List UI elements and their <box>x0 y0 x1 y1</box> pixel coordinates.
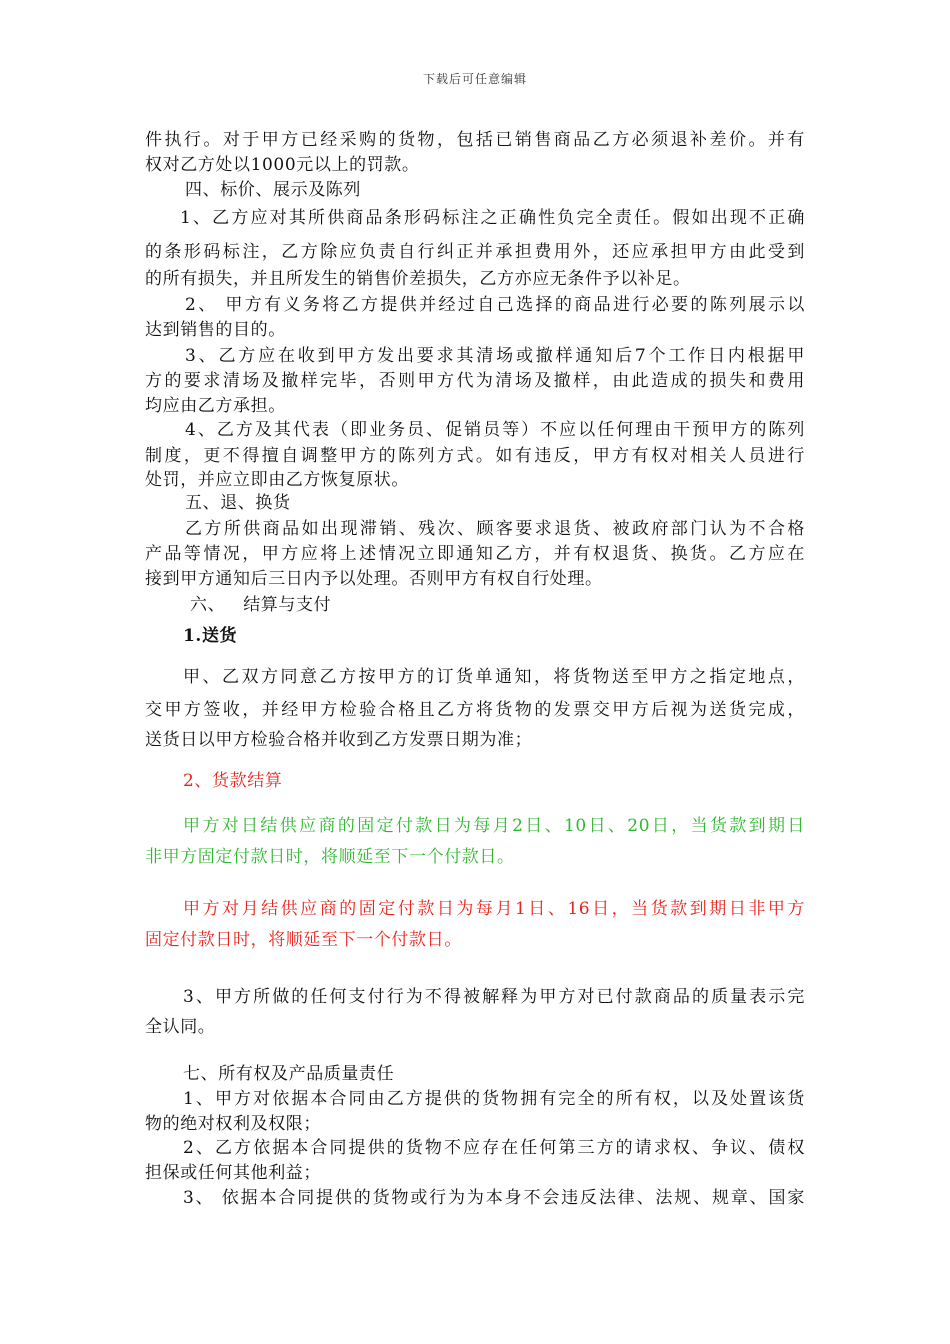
paragraph-line-red: 固定付款日时，将顺延至下一个付款日。 <box>145 930 462 950</box>
paragraph-line: 均应由乙方承担。 <box>145 396 286 416</box>
paragraph-line: 4、乙方及其代表（即业务员、促销员等）不应以任何理由干预甲方的陈列 <box>185 420 805 440</box>
paragraph-line: 权对乙方处以1000元以上的罚款。 <box>145 155 420 175</box>
section-heading-7: 七、所有权及产品质量责任 <box>183 1064 395 1084</box>
paragraph-line: 的所有损失，并且所发生的销售价差损失，乙方亦应无条件予以补足。 <box>145 269 691 289</box>
paragraph-line: 方的要求清场及撤样完毕，否则甲方代为清场及撤样，由此造成的损失和费用 <box>145 371 805 391</box>
paragraph-line: 担保或任何其他利益； <box>145 1163 321 1183</box>
paragraph-line: 3、乙方应在收到甲方发出要求其清场或撤样通知后7个工作日内根据甲 <box>185 346 805 366</box>
paragraph-line: 3、甲方所做的任何支付行为不得被解释为甲方对已付款商品的质量表示完 <box>183 987 805 1007</box>
paragraph-line: 件执行。对于甲方已经采购的货物，包括已销售商品乙方必须退补差价。并有 <box>145 130 805 150</box>
paragraph-line: 3、 依据本合同提供的货物或行为为本身不会违反法律、法规、规章、国家 <box>183 1188 805 1208</box>
paragraph-line-red: 甲方对月结供应商的固定付款日为每月1日、16日，当货款到期日非甲方 <box>183 899 805 919</box>
paragraph-line: 处罚，并应立即由乙方恢复原状。 <box>145 470 409 490</box>
paragraph-line: 达到销售的目的。 <box>145 320 286 340</box>
paragraph-line-green: 甲方对日结供应商的固定付款日为每月2日、10日、20日，当货款到期日 <box>183 816 805 836</box>
subheading-delivery: 1.送货 <box>183 626 238 646</box>
paragraph-line: 甲、乙双方同意乙方按甲方的订货单通知，将货物送至甲方之指定地点， <box>183 667 805 687</box>
paragraph-line: 制度，更不得擅自调整甲方的陈列方式。如有违反，甲方有权对相关人员进行 <box>145 446 805 466</box>
page-header: 下载后可任意编辑 <box>422 72 527 86</box>
paragraph-line: 交甲方签收，并经甲方检验合格且乙方将货物的发票交甲方后视为送货完成， <box>145 700 805 720</box>
paragraph-line: 物的绝对权利及权限； <box>145 1114 321 1134</box>
paragraph-line-green: 非甲方固定付款日时，将顺延至下一个付款日。 <box>145 847 515 867</box>
paragraph-line: 产品等情况，甲方应将上述情况立即通知乙方，并有权退货、换货。乙方应在 <box>145 544 805 564</box>
paragraph-line: 2、 甲方有义务将乙方提供并经过自己选择的商品进行必要的陈列展示以 <box>185 295 805 315</box>
section-heading-6: 六、 结算与支付 <box>190 595 332 615</box>
paragraph-line: 1、乙方应对其所供商品条形码标注之正确性负完全责任。假如出现不正确 <box>180 208 805 228</box>
paragraph-line: 的条形码标注，乙方除应负责自行纠正并承担费用外，还应承担甲方由此受到 <box>145 242 805 262</box>
paragraph-line: 2、乙方依据本合同提供的货物不应存在任何第三方的请求权、争议、债权 <box>183 1138 805 1158</box>
paragraph-line: 1、甲方对依据本合同由乙方提供的货物拥有完全的所有权，以及处置该货 <box>183 1089 805 1109</box>
section-heading-5: 五、退、换货 <box>185 493 291 513</box>
paragraph-line: 乙方所供商品如出现滞销、残次、顾客要求退货、被政府部门认为不合格 <box>185 519 805 539</box>
paragraph-line: 全认同。 <box>145 1017 216 1037</box>
paragraph-line: 接到甲方通知后三日内予以处理。否则甲方有权自行处理。 <box>145 569 603 589</box>
subheading-payment: 2、货款结算 <box>183 771 283 791</box>
paragraph-line: 送货日以甲方检验合格并收到乙方发票日期为准； <box>145 730 533 750</box>
section-heading-4: 四、标价、展示及陈列 <box>185 180 361 200</box>
